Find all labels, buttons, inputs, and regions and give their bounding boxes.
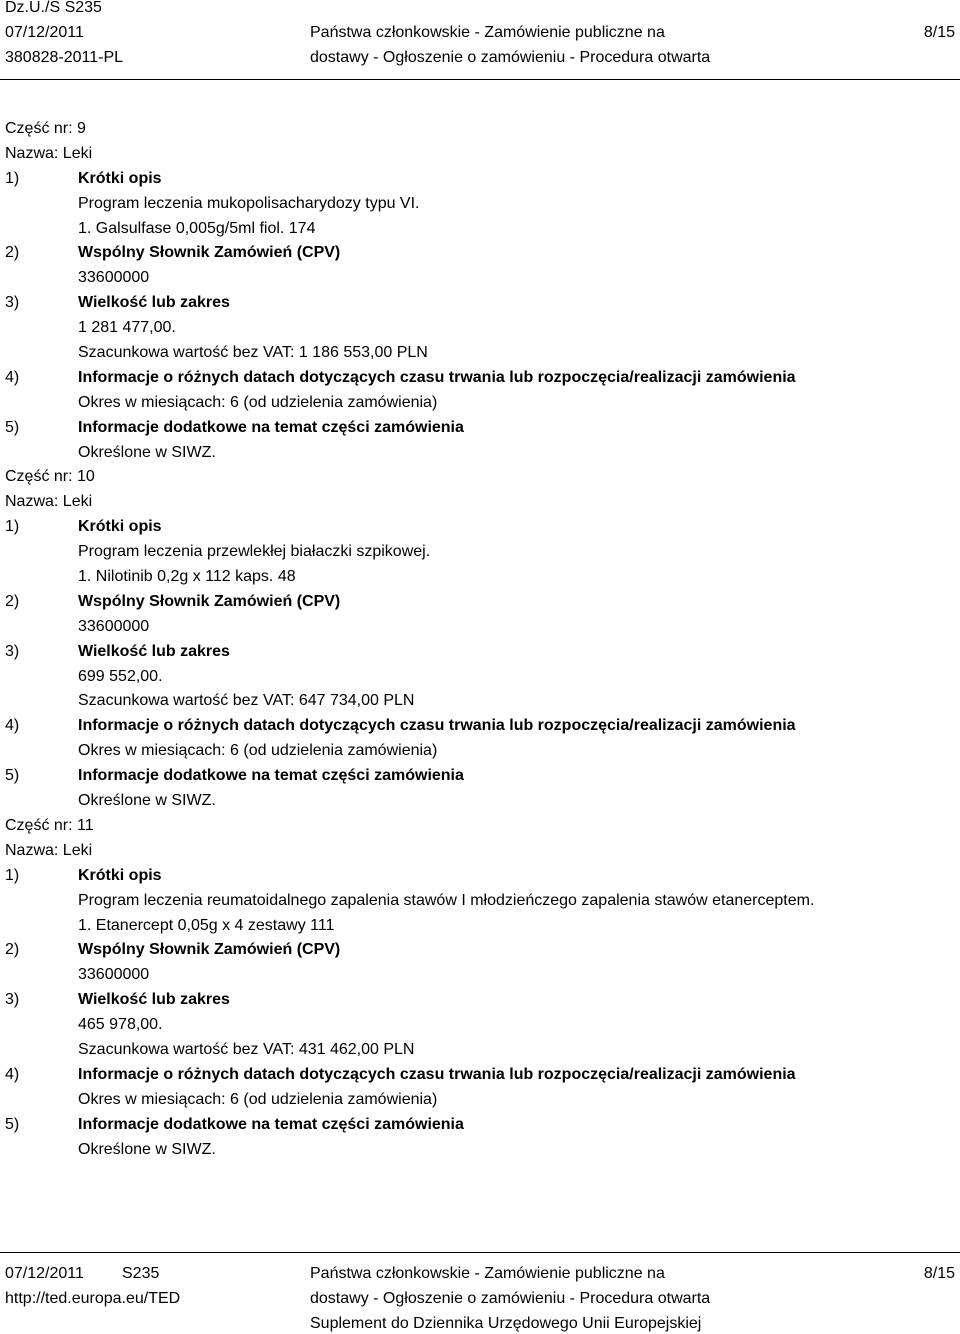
section-text: 699 552,00. <box>78 667 163 685</box>
section-text: Okres w miesiącach: 6 (od udzielenia zamówienia) <box>78 393 438 411</box>
footer-issue: S235 <box>122 1265 160 1282</box>
section-text: 1 281 477,00. <box>78 319 176 337</box>
section-title: Krótki opis <box>78 169 162 187</box>
section-text: Szacunkowa wartość bez VAT: 1 186 553,00 PLN <box>78 344 428 362</box>
section-text: 33600000 <box>78 966 150 984</box>
section-number: 4) <box>5 1065 20 1083</box>
section-heading <box>5 938 955 963</box>
footer-page-number: 8/15 <box>923 1265 955 1282</box>
header-title-line2: dostawy - Ogłoszenie o zamówieniu - Procedura otwarta <box>310 49 711 66</box>
footer-date: 07/12/2011 <box>5 1265 84 1282</box>
section-title: Informacje o różnych datach dotyczących czasu trwania lub rozpoczęcia/realizacji zamówienia <box>78 717 796 735</box>
section-text: 465 978,00. <box>78 1016 163 1034</box>
section-number: 1) <box>5 866 20 884</box>
section-heading <box>5 1113 955 1138</box>
footer-title-line1: Państwa członkowskie - Zamówienie publiczne na <box>310 1265 665 1282</box>
section-title: Wielkość lub zakres <box>78 642 230 660</box>
section-text: Okres w miesiącach: 6 (od udzielenia zamówienia) <box>78 1090 438 1108</box>
section-title: Informacje o różnych datach dotyczących czasu trwania lub rozpoczęcia/realizacji zamówienia <box>78 1065 796 1083</box>
section-text: 1. Galsulfase 0,005g/5ml fiol. 174 <box>78 219 316 237</box>
footer-url[interactable]: http://ted.europa.eu/TED <box>5 1290 181 1307</box>
section-text: 33600000 <box>78 617 150 635</box>
section-text: 1. Etanercept 0,05g x 4 zestawy 111 <box>78 916 335 934</box>
section-text: Program leczenia reumatoidalnego zapalenia stawów I młodzieńczego zapalenia stawów etanerceptem. <box>78 891 815 909</box>
page-footer <box>0 1258 960 1334</box>
section-number: 5) <box>5 1115 20 1133</box>
section-title: Wspólny Słownik Zamówień (CPV) <box>78 592 341 610</box>
section-heading <box>5 988 955 1013</box>
section-text: Program leczenia mukopolisacharydozy typu VI. <box>78 194 420 212</box>
section-number: 2) <box>5 592 20 610</box>
section-heading <box>5 640 955 665</box>
section-number: 3) <box>5 294 20 312</box>
section-heading <box>5 590 955 615</box>
part-name: Nazwa: Leki <box>5 493 93 511</box>
section-text: Szacunkowa wartość bez VAT: 431 462,00 PLN <box>78 1040 415 1058</box>
section-text: Określone w SIWZ. <box>78 1140 216 1158</box>
section-number: 4) <box>5 717 20 735</box>
section-text: 33600000 <box>78 269 150 287</box>
header-page-number: 8/15 <box>923 24 955 41</box>
header-divider <box>0 79 960 80</box>
part-number: Część nr: 11 <box>5 816 94 834</box>
section-title: Wspólny Słownik Zamówień (CPV) <box>78 941 341 959</box>
header-date: 07/12/2011 <box>5 24 84 41</box>
section-text: Określone w SIWZ. <box>78 443 216 461</box>
section-title: Informacje o różnych datach dotyczących czasu trwania lub rozpoczęcia/realizacji zamówienia <box>78 368 796 386</box>
section-title: Informacje dodatkowe na temat części zamówienia <box>78 418 464 436</box>
section-text: 1. Nilotinib 0,2g x 112 kaps. 48 <box>78 568 296 586</box>
page-header <box>0 0 960 72</box>
section-heading <box>5 291 955 316</box>
section-title: Informacje dodatkowe na temat części zamówienia <box>78 1115 464 1133</box>
section-number: 2) <box>5 244 20 262</box>
section-heading <box>5 167 955 192</box>
section-text: Szacunkowa wartość bez VAT: 647 734,00 PLN <box>78 692 415 710</box>
section-number: 2) <box>5 941 20 959</box>
footer-title-line2: dostawy - Ogłoszenie o zamówieniu - Procedura otwarta <box>310 1290 711 1307</box>
section-heading <box>5 1063 955 1088</box>
section-heading <box>5 864 955 889</box>
footer-title-line3: Suplement do Dziennika Urzędowego Unii Europejskiej <box>310 1315 702 1332</box>
section-heading <box>5 416 955 441</box>
section-number: 3) <box>5 991 20 1009</box>
section-heading <box>5 764 955 789</box>
footer-divider <box>0 1252 960 1253</box>
section-heading <box>5 714 955 739</box>
section-heading <box>5 241 955 266</box>
section-text: Program leczenia przewlekłej białaczki szpikowej. <box>78 543 431 561</box>
section-title: Wielkość lub zakres <box>78 294 230 312</box>
header-title-line1: Państwa członkowskie - Zamówienie publiczne na <box>310 24 665 41</box>
section-title: Wielkość lub zakres <box>78 991 230 1009</box>
section-text: Okres w miesiącach: 6 (od udzielenia zamówienia) <box>78 742 438 760</box>
section-title: Krótki opis <box>78 866 162 884</box>
section-heading <box>5 366 955 391</box>
section-number: 5) <box>5 418 20 436</box>
section-title: Wspólny Słownik Zamówień (CPV) <box>78 244 341 262</box>
journal-ref: Dz.U./S S235 <box>5 0 102 16</box>
section-number: 1) <box>5 518 20 536</box>
section-number: 1) <box>5 169 20 187</box>
document-id: 380828-2011-PL <box>5 49 124 66</box>
part-name: Nazwa: Leki <box>5 841 93 859</box>
section-number: 3) <box>5 642 20 660</box>
document-body <box>5 117 955 1162</box>
section-heading <box>5 515 955 540</box>
part-number: Część nr: 10 <box>5 468 95 486</box>
part-number: Część nr: 9 <box>5 120 86 137</box>
section-title: Krótki opis <box>78 518 162 536</box>
section-text: Określone w SIWZ. <box>78 792 216 810</box>
part-name: Nazwa: Leki <box>5 144 93 162</box>
section-title: Informacje dodatkowe na temat części zamówienia <box>78 767 464 785</box>
section-number: 4) <box>5 368 20 386</box>
section-number: 5) <box>5 767 20 785</box>
